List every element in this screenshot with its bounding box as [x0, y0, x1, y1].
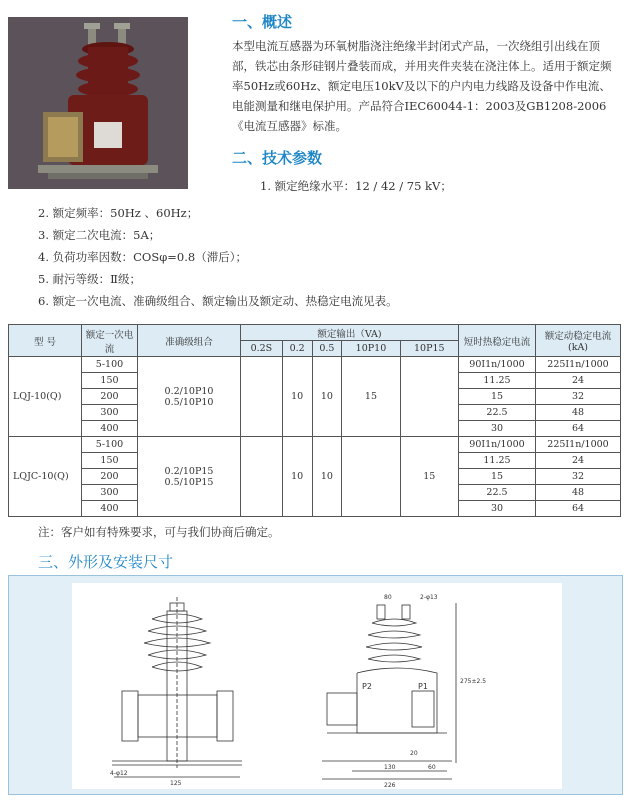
- dim-4x12: 4-φ12: [110, 770, 128, 777]
- dim-2x13: 2-φ13: [420, 594, 438, 601]
- cell-dynamic: 225I1n/1000: [536, 357, 621, 373]
- cell-dynamic: 48: [536, 485, 621, 501]
- section-overview-title: 一、概述: [232, 13, 293, 31]
- cell-thermal: 15: [459, 389, 536, 405]
- cell-dynamic: 32: [536, 469, 621, 485]
- cell-current: 300: [82, 485, 138, 501]
- spec-item-5: 5. 耐污等级：Ⅱ级；: [38, 272, 141, 286]
- dim-60: 60: [428, 764, 436, 771]
- spec-item-4: 4. 负荷功率因数：COSφ=0.8（滞后）；: [38, 250, 247, 264]
- cell-output: 15: [400, 437, 458, 517]
- spec-item-1: 1. 额定绝缘水平：12 / 42 / 75 kV；: [260, 179, 452, 193]
- cell-thermal: 11.25: [459, 373, 536, 389]
- cell-current: 300: [82, 405, 138, 421]
- table-row: [9, 357, 621, 373]
- accuracy-line: 0.2/10P15: [164, 465, 214, 477]
- accuracy-line: 0.2/10P10: [164, 385, 214, 397]
- cell-dynamic: 64: [536, 501, 621, 517]
- cell-current: 400: [82, 501, 138, 517]
- accuracy-line: 0.5/10P15: [164, 476, 214, 488]
- table-note: 注：客户如有特殊要求，可与我们协商后确定。: [38, 525, 280, 539]
- dimension-drawing-frame: [8, 575, 623, 795]
- cell-thermal: 30: [459, 421, 536, 437]
- cell-current: 5-100: [82, 357, 138, 373]
- cell-thermal: 90I1n/1000: [459, 357, 536, 373]
- cell-output: 10: [312, 357, 342, 437]
- front-view: [112, 597, 242, 777]
- header-output-col: 0.2: [282, 341, 312, 357]
- cell-accuracy: [138, 437, 241, 517]
- dim-226: 226: [384, 782, 396, 789]
- dim-275: 275±2.5: [460, 678, 487, 685]
- cell-dynamic: 64: [536, 421, 621, 437]
- overview-paragraph: 本型电流互感器为环氧树脂浇注绝缘半封闭式产品，一次绕组引出线在顶部，铁芯由条形硅钢片叠装而成，并用夹件夹装在浇注体上。适用于额定频率50Hz或60Hz、额定电压10kV及以下的户内电力线路及设备中作电流、电能测量和继电保护用。产品符合IEC60044-1：2003及GB1208-2006《电流互感器》标准。: [232, 39, 612, 133]
- cell-current: 400: [82, 421, 138, 437]
- cell-model: LQJ-10(Q): [9, 357, 82, 437]
- spec-item-2: 2. 额定频率：50Hz 、60Hz；: [38, 206, 199, 220]
- cell-output: 10: [312, 437, 342, 517]
- cell-output: [342, 437, 400, 517]
- cell-thermal: 15: [459, 469, 536, 485]
- dim-125: 125: [170, 780, 182, 787]
- product-photo: [8, 17, 188, 189]
- cell-output: [400, 357, 458, 437]
- dimension-drawing: [72, 583, 562, 789]
- cell-current: 200: [82, 389, 138, 405]
- header-output-col: 10P10: [342, 341, 400, 357]
- cell-dynamic: 225I1n/1000: [536, 437, 621, 453]
- dim-130: 130: [384, 764, 396, 771]
- header-dynamic: 额定动稳定电流(kA): [536, 325, 621, 357]
- cell-thermal: 22.5: [459, 405, 536, 421]
- cell-output: 15: [342, 357, 400, 437]
- cell-output: 10: [282, 357, 312, 437]
- cell-thermal: 22.5: [459, 485, 536, 501]
- section-specs-title: 二、技术参数: [232, 149, 323, 167]
- dim-80: 80: [384, 594, 392, 601]
- cell-dynamic: 24: [536, 373, 621, 389]
- cell-thermal: 90I1n/1000: [459, 437, 536, 453]
- header-thermal: 短时热稳定电流: [459, 325, 536, 357]
- header-output-col: 10P15: [400, 341, 458, 357]
- table-row: [9, 437, 621, 453]
- cell-current: 150: [82, 373, 138, 389]
- spec-table: [8, 324, 621, 517]
- cell-current: 150: [82, 453, 138, 469]
- cell-output: [241, 437, 283, 517]
- cell-dynamic: 48: [536, 405, 621, 421]
- side-view: [322, 603, 456, 779]
- spec-item-3: 3. 额定二次电流：5A；: [38, 228, 161, 242]
- header-output-col: 0.2S: [241, 341, 283, 357]
- cell-current: 200: [82, 469, 138, 485]
- header-output-col: 0.5: [312, 341, 342, 357]
- cell-output: [241, 357, 283, 437]
- cell-thermal: 30: [459, 501, 536, 517]
- accuracy-line: 0.5/10P10: [164, 396, 214, 408]
- cell-dynamic: 24: [536, 453, 621, 469]
- cell-model: LQJC-10(Q): [9, 437, 82, 517]
- cell-output: 10: [282, 437, 312, 517]
- cell-thermal: 11.25: [459, 453, 536, 469]
- header-model: 型 号: [9, 325, 82, 357]
- header-current: 额定一次电流: [82, 325, 138, 357]
- header-accuracy: 准确级组合: [138, 325, 241, 357]
- dim-20: 20: [410, 750, 418, 757]
- cell-dynamic: 32: [536, 389, 621, 405]
- section-dimensions-title: 三、外形及安装尺寸: [38, 553, 174, 571]
- terminal-p1-label: P1: [418, 682, 428, 691]
- cell-current: 5-100: [82, 437, 138, 453]
- spec-item-6: 6. 额定一次电流、准确级组合、额定输出及额定动、热稳定电流见表。: [38, 294, 398, 308]
- terminal-p2-label: P2: [362, 682, 372, 691]
- cell-accuracy: [138, 357, 241, 437]
- header-output: 额定输出（VA): [241, 325, 459, 341]
